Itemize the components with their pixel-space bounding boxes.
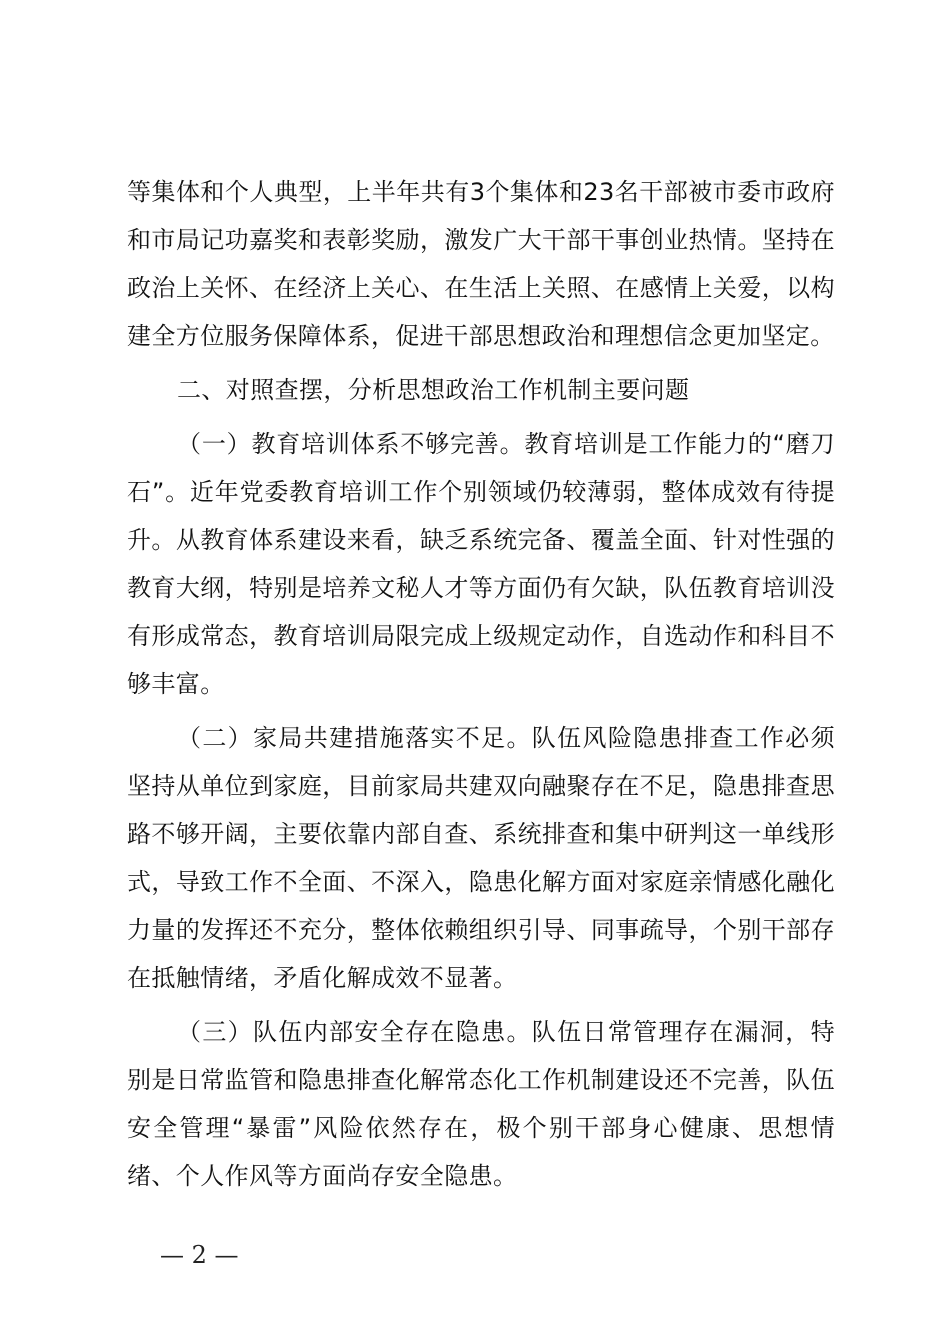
paragraph-education-training: （一）教育培训体系不够完善。教育培训是工作能力的“磨刀石”。近年党委教育培训工作个别领域仍较薄弱，整体成效有待提升。从教育体系建设来看，缺乏系统完备、覆盖全面、针对性强的教育大纲，特别是培养文秘人才等方面仍有欠缺，队伍教育培训没有形成常态，教育培训局限完成上级规定动作，自选动作和科目不够丰富。	[127, 430, 835, 698]
page-number: — 2 —	[160, 1241, 239, 1269]
section-heading: 二、对照查摆，分析思想政治工作机制主要问题	[177, 376, 690, 404]
paragraph-team-safety: （三）队伍内部安全存在隐患。队伍日常管理存在漏洞，特别是日常监管和隐患排查化解常态化工作机制建设还不完善，队伍安全管理“暴雷”风险依然存在，极个别干部身心健康、思想情绪、个人作风等方面尚存安全隐患。	[127, 1018, 835, 1190]
paragraph-continuation: 等集体和个人典型，上半年共有3个集体和23名干部被市委市政府和市局记功嘉奖和表彰奖励，激发广大干部干事创业热情。坚持在政治上关怀、在经济上关心、在生活上关照、在感情上关爱，以构建全方位服务保障体系，促进干部思想政治和理想信念更加坚定。	[127, 178, 835, 350]
paragraph-family-bureau: （二）家局共建措施落实不足。队伍风险隐患排查工作必须坚持从单位到家庭，目前家局共建双向融聚存在不足，隐患排查思路不够开阔，主要依靠内部自查、系统排查和集中研判这一单线形式，导致工作不全面、不深入，隐患化解方面对家庭亲情感化融化力量的发挥还不充分，整体依赖组织引导、同事疏导，个别干部存在抵触情绪，矛盾化解成效不显著。	[127, 724, 835, 992]
document-body	[127, 168, 835, 1206]
